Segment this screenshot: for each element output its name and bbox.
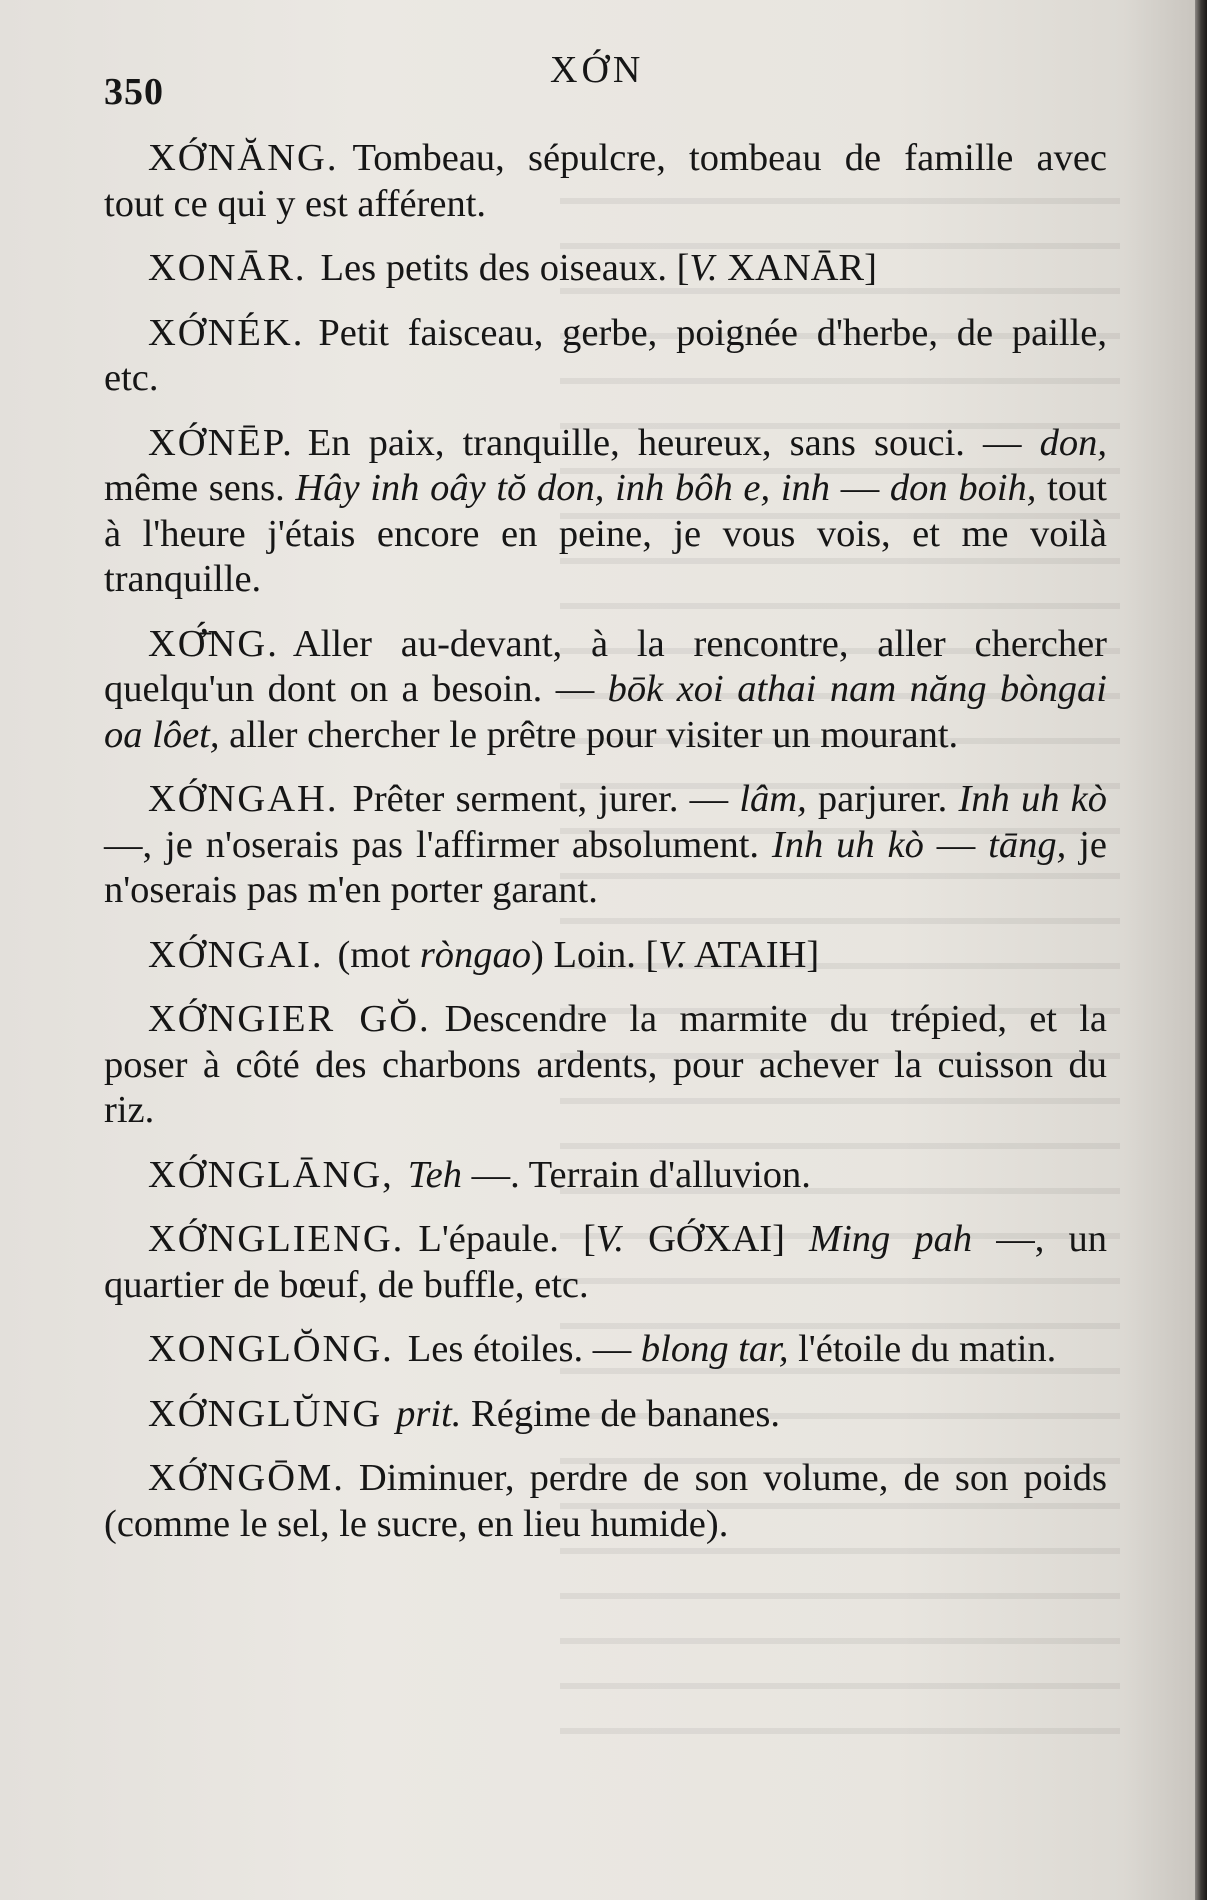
entry-definition-text: —, je n'oserais pas l'affirmer absolument.: [104, 823, 772, 866]
entry-example-text: Teh: [407, 1153, 462, 1196]
entry-definition-text: Les étoiles. —: [407, 1328, 641, 1370]
entry-example-text: Ming pah: [809, 1218, 973, 1260]
entry-headword: XỚNGŌM.: [148, 1457, 345, 1499]
entry-definition-text: Descendre la marmite du trépied, et la poser à côté des charbons ardents, pour achever la cuisson du riz.: [104, 998, 1107, 1131]
entry-example-text: Hây inh oây tŏ don, inh bôh e, inh: [295, 467, 831, 509]
entry-example-text: Inh uh kò: [958, 778, 1107, 820]
dictionary-entry: [104, 1217, 1107, 1308]
dictionary-entry: [104, 1327, 1107, 1373]
entry-headword: XỚNGLŬNG: [148, 1392, 383, 1435]
entry-example-text: V.: [595, 1218, 624, 1260]
entry-headword: XƠ̄́NG.: [148, 622, 279, 665]
entry-headword: XỚNGAI.: [148, 933, 324, 976]
dictionary-entry: [104, 777, 1107, 914]
dictionary-entry: [104, 421, 1107, 603]
entry-headword: XỚNGAH.: [148, 778, 339, 820]
entry-definition-text: tout à l'heure j'étais encore en peine, je vous vois, et me voilà tranquille.: [104, 467, 1108, 600]
entry-definition-text: aller chercher le prêtre pour visiter un mourant.: [219, 713, 959, 756]
entry-example-text: lâm,: [739, 778, 807, 820]
entry-headword: XỚNĒP.: [148, 421, 294, 464]
entry-definition-text: XANĀR]: [717, 247, 877, 289]
entry-example-text: ròngao: [419, 933, 532, 976]
entry-definition-text: Régime de bananes.: [461, 1392, 781, 1435]
entry-definition-text: (mot: [337, 933, 420, 976]
entry-example-text: Inh uh kò: [771, 823, 924, 866]
entry-headword: XỚNGLĀNG,: [148, 1153, 394, 1196]
entry-headword: XỚNÉK.: [148, 311, 305, 354]
entry-definition-text: L'épaule. [: [418, 1218, 596, 1260]
entry-headword: XONGLŎNG.: [148, 1328, 394, 1370]
entry-definition-text: Prêter serment, jurer. —: [352, 778, 740, 820]
entry-definition-text: GỚXAI]: [623, 1218, 810, 1260]
entry-example-text: don boih,: [889, 467, 1037, 509]
entry-example-text: prit.: [396, 1392, 462, 1435]
dictionary-entry: [104, 622, 1107, 759]
entry-example-text: don,: [1039, 421, 1107, 464]
entry-headword: XỚNĂNG.: [148, 137, 339, 179]
dictionary-entry: [104, 136, 1107, 227]
entry-definition-text: parjurer.: [806, 778, 959, 820]
dictionary-entry: [104, 997, 1107, 1134]
entry-example-text: V.: [689, 247, 718, 289]
page-number: 350: [104, 71, 164, 113]
entry-headword: XỚNGIER GŎ.: [148, 998, 431, 1040]
entry-definition-text: Petit faisceau, gerbe, poignée d'herbe, de paille, etc.: [104, 311, 1107, 399]
entry-definition-text: —: [830, 467, 890, 509]
page-header: [104, 48, 1104, 113]
entry-definition-text: l'étoile du matin.: [788, 1328, 1057, 1370]
book-spine-shadow: [1195, 0, 1207, 1900]
dictionary-entry: [104, 246, 1107, 292]
dictionary-entry: [104, 1392, 1107, 1438]
entry-definition-text: —. Terrain d'alluvion.: [462, 1153, 811, 1196]
entry-definition-text: ) Loin. [: [531, 933, 659, 976]
entry-example-text: bōk xoi athai nam năng bòngai oa lôet,: [104, 668, 1107, 756]
entry-definition-text: —: [923, 823, 989, 866]
dictionary-entry: [104, 311, 1107, 402]
entry-definition-text: ATAIH]: [686, 933, 820, 976]
entry-definition-text: Les petits des oiseaux. [: [320, 247, 690, 289]
entry-definition-text: Tombeau, sépulcre, tombeau de famille avec tout ce qui y est afférent.: [104, 137, 1107, 225]
entry-example-text: V.: [658, 933, 687, 976]
entry-list: [104, 136, 1107, 1566]
entry-definition-text: —, un quartier de bœuf, de buffle, etc.: [104, 1218, 1107, 1306]
dictionary-entry: [104, 1153, 1107, 1199]
dictionary-entry: [104, 933, 1107, 979]
entry-example-text: tāng,: [988, 823, 1067, 866]
entry-example-text: blong tar,: [640, 1328, 789, 1370]
entry-definition-text: Aller au-devant, à la rencontre, aller chercher quelqu'un dont on a besoin. —: [104, 622, 1107, 710]
entry-headword: XỚNGLIENG.: [148, 1218, 405, 1260]
running-head: XỚN: [550, 49, 645, 91]
entry-definition-text: Diminuer, perdre de son volume, de son poids (comme le sel, le sucre, en lieu humide).: [104, 1457, 1107, 1545]
entry-definition-text: même sens.: [104, 467, 296, 509]
entry-definition-text: je n'oserais pas m'en porter garant.: [104, 823, 1107, 911]
entry-definition-text: En paix, tranquille, heureux, sans souci. —: [307, 421, 1040, 464]
entry-headword: XONĀR.: [148, 247, 307, 289]
dictionary-entry: [104, 1456, 1107, 1547]
